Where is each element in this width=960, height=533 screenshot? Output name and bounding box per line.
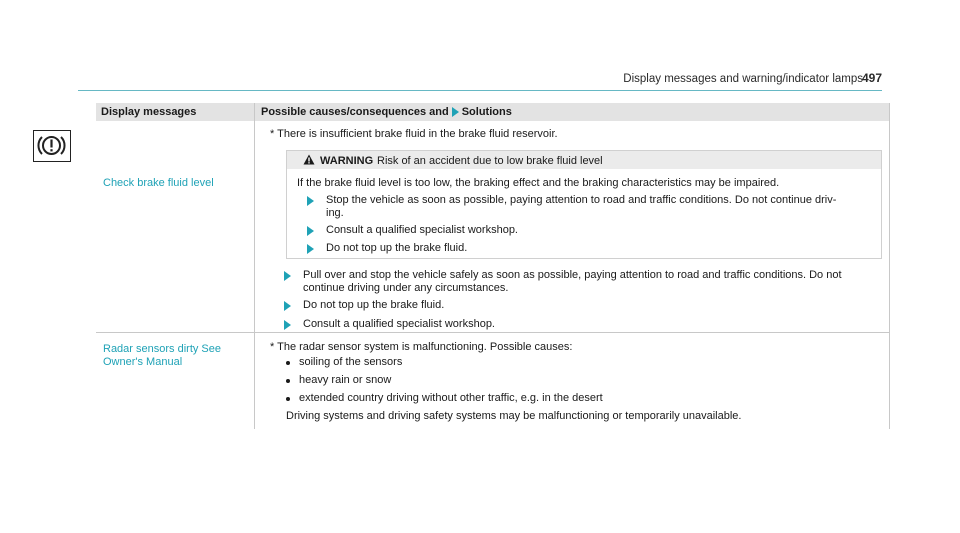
warning-step: Consult a qualified specialist workshop. [326,224,518,236]
warning-step-continued: ing. [326,207,344,219]
cause-text: * The radar sensor system is malfunctioning. Possible causes: [270,341,573,353]
message-radar-sensors-dirty: Radar sensors dirty See [103,343,221,355]
table-right-border [889,103,890,429]
cause-bullet: soiling of the sensors [299,356,403,368]
row-separator [96,332,890,333]
consequence-note: Driving systems and driving safety systems may be malfunctioning or temporarily unavailable. [286,410,742,422]
solution-step: Pull over and stop the vehicle safely as soon as possible, paying attention to road and traffic conditions. Do not [303,269,842,281]
bullet-icon [286,361,290,365]
warning-step: Stop the vehicle as soon as possible, paying attention to road and traffic conditions. Do not continue driv- [326,194,837,206]
column-header-solutions-label: Solutions [461,106,512,118]
header-title: Display messages and warning/indicator lamps [623,73,863,85]
cause-bullet: extended country driving without other traffic, e.g. in the desert [299,392,603,404]
cause-text: * There is insufficient brake fluid in the brake fluid reservoir. [270,128,558,140]
column-header-causes-label: Possible causes/consequences and [261,106,449,118]
bullet-icon [286,397,290,401]
solution-arrow-icon [452,107,459,117]
warning-title: Risk of an accident due to low brake fluid level [377,155,603,167]
message-check-brake-fluid: Check brake fluid level [103,177,214,189]
column-header-display-messages: Display messages [101,106,197,118]
warning-step: Do not top up the brake fluid. [326,242,468,254]
table-header [96,103,890,121]
step-arrow-icon [284,271,291,281]
warning-box [286,150,882,259]
solution-step-continued: continue driving under any circumstances. [303,282,509,294]
bullet-icon [286,379,290,383]
warning-triangle-icon [303,154,315,165]
step-arrow-icon [307,244,314,254]
brake-warning-icon [33,130,71,162]
step-arrow-icon [307,196,314,206]
solution-step: Consult a qualified specialist workshop. [303,318,495,330]
step-arrow-icon [307,226,314,236]
cause-bullet: heavy rain or snow [299,374,392,386]
column-divider [254,103,255,429]
page-number: 497 [861,71,882,85]
warning-label: WARNING [320,155,374,167]
header-rule [78,90,882,91]
step-arrow-icon [284,301,291,311]
message-radar-sensors-dirty-line2: Owner's Manual [103,356,183,368]
warning-body: If the brake fluid level is too low, the braking effect and the braking characteristics may be impaired. [297,177,780,189]
solution-step: Do not top up the brake fluid. [303,299,445,311]
step-arrow-icon [284,320,291,330]
column-header-causes [261,106,512,118]
